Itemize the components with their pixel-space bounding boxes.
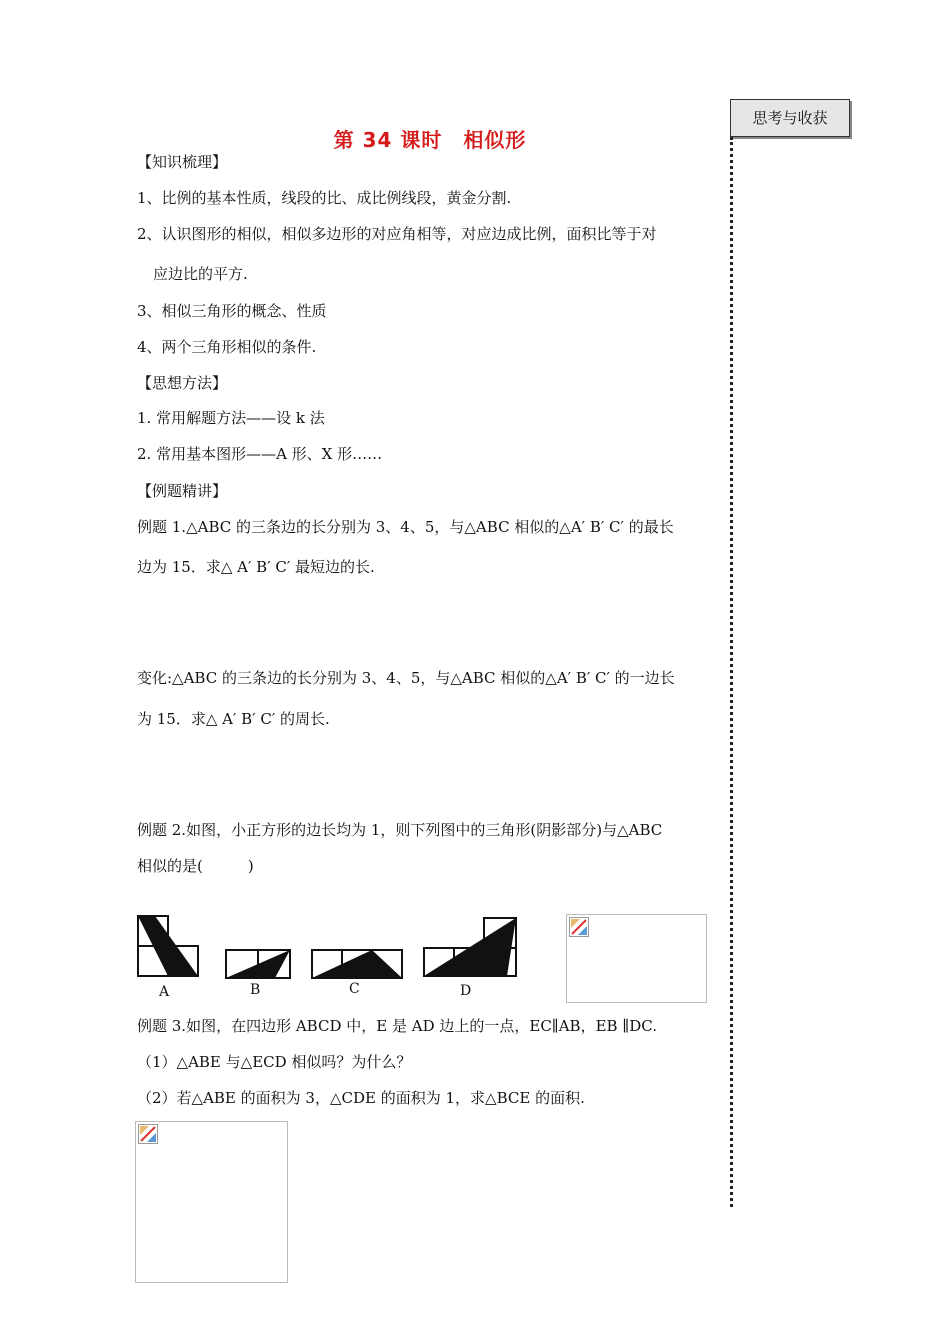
notes-sidebar-header: 思考与收获 — [730, 99, 850, 137]
method-item: 1. 常用解题方法——设 k 法 — [137, 409, 325, 427]
knowledge-item: 4、两个三角形相似的条件. — [137, 338, 317, 356]
example1-text: 例题 1.△ABC 的三条边的长分别为 3、4、5，与△ABC 相似的△A′ B′ C′ 的最长 — [137, 518, 674, 536]
broken-image-icon — [138, 1124, 158, 1144]
example2-text: 例题 2.如图，小正方形的边长均为 1，则下列图中的三角形(阴影部分)与△ABC — [137, 821, 663, 839]
figure-label-b: B — [250, 982, 261, 998]
knowledge-item: 2、认识图形的相似，相似多边形的对应角相等，对应边成比例，面积比等于对 — [137, 225, 657, 243]
variation-text: 变化:△ABC 的三条边的长分别为 3、4、5，与△ABC 相似的△A′ B′ C′ 的一边长 — [137, 669, 675, 687]
knowledge-item-continued: 应边比的平方. — [153, 265, 248, 283]
method-item: 2. 常用基本图形——A 形、X 形…… — [137, 445, 383, 463]
abc-figure-image-placeholder — [566, 914, 707, 1003]
broken-image-icon — [569, 917, 589, 937]
abcd-figure-image-placeholder — [135, 1121, 288, 1283]
example3-question: （1）△ABE 与△ECD 相似吗？为什么？ — [137, 1053, 412, 1071]
example1-text: 边为 15．求△ A′ B′ C′ 最短边的长. — [137, 558, 375, 576]
figure-label-d: D — [460, 983, 472, 999]
knowledge-item: 3、相似三角形的概念、性质 — [137, 302, 327, 320]
example2-text: 相似的是( ) — [137, 857, 254, 875]
figure-c-triangle — [312, 950, 402, 978]
knowledge-item: 1、比例的基本性质，线段的比、成比例线段，黄金分割. — [137, 189, 512, 207]
example3-text: 例题 3.如图，在四边形 ABCD 中，E 是 AD 边上的一点，EC∥AB，EB ∥DC. — [137, 1017, 657, 1035]
section-heading-knowledge: 【知识梳理】 — [137, 153, 228, 171]
lesson-title: 第 34 课时 相似形 — [333, 128, 527, 152]
example3-question: （2）若△ABE 的面积为 3，△CDE 的面积为 1，求△BCE 的面积. — [137, 1089, 585, 1107]
sidebar-dotted-divider — [730, 137, 733, 1207]
section-heading-examples: 【例题精讲】 — [137, 482, 228, 500]
section-heading-method: 【思想方法】 — [137, 374, 228, 392]
variation-text: 为 15．求△ A′ B′ C′ 的周长. — [137, 710, 330, 728]
figure-label-c: C — [349, 981, 360, 997]
figure-label-a: A — [159, 984, 170, 1000]
